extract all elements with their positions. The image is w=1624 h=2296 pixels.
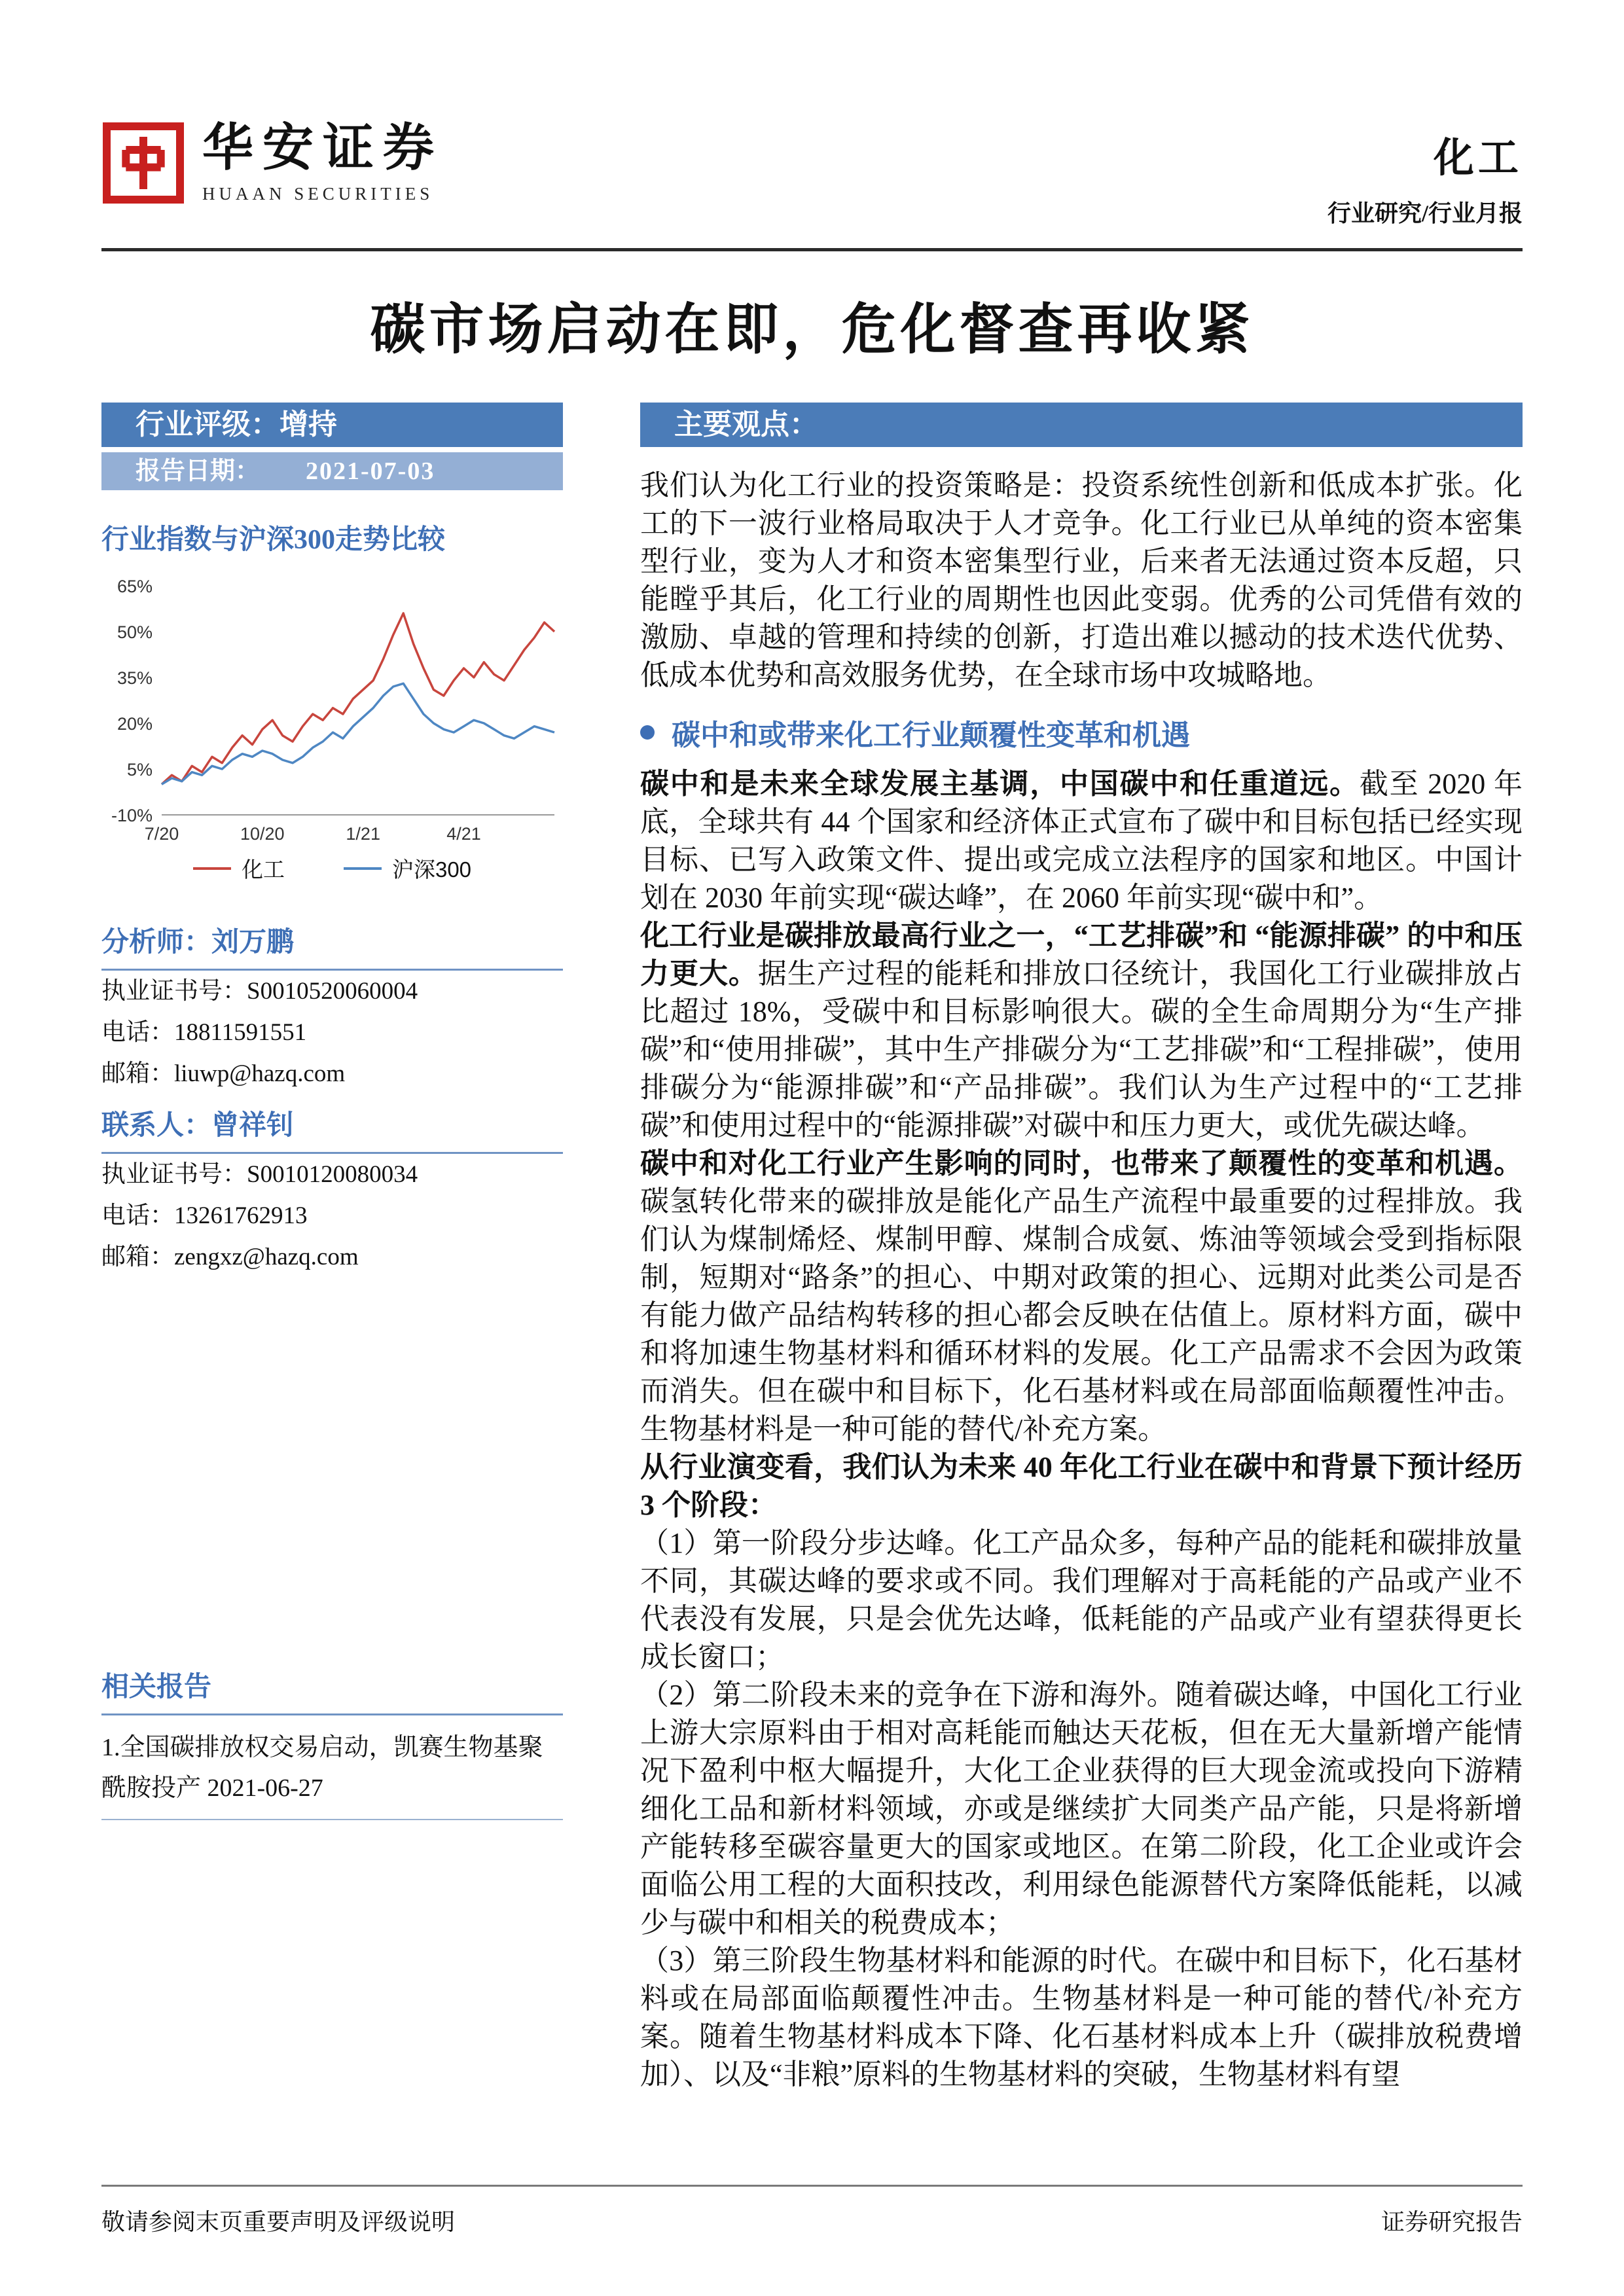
brand: [101, 121, 443, 205]
bullet-dot-icon: [640, 725, 655, 740]
legend-label: 沪深300: [391, 857, 472, 882]
main-paragraph-5: [640, 1448, 1523, 1524]
report-date-bar: [101, 452, 563, 490]
main-paragraph-1: 我们认为化工行业的投资策略是：投资系统性创新和低成本扩张。化工的下一波行业格局取决于人才竞争。化工行业已从单纯的资本密集型行业，变为人才和资本密集型行业，后来者无法通过资本反超，只能瞠乎其后，化工行业的周期性也因此变弱。优秀的公司凭借有效的激励、卓越的管理和持续的创新，打造出难以撼动的技术迭代优势、低成本优势和高效服务优势，在全球市场中攻城略地。: [640, 469, 1523, 691]
footer-disclaimer: 敬请参阅末页重要声明及评级说明: [101, 2209, 456, 2235]
contact-phone: 电话：13261762913: [101, 1202, 308, 1229]
legend-line-red-icon: [193, 867, 231, 870]
analyst-heading: 分析师：刘万鹏: [101, 920, 563, 971]
legend-line-blue-icon: [344, 867, 382, 870]
svg-text:50%: 50%: [117, 622, 153, 642]
svg-text:7/20: 7/20: [144, 824, 179, 844]
analyst-license: 执业证书号：S0010520060004: [101, 978, 418, 1005]
analyst-email: 邮箱：liuwp@hazq.com: [101, 1060, 346, 1087]
sidebar: [101, 403, 563, 1820]
svg-text:4/21: 4/21: [446, 824, 481, 844]
related-heading: 相关报告: [101, 1665, 563, 1715]
contact-heading: 联系人：曾祥钊: [101, 1103, 563, 1154]
bullet-heading: [640, 711, 1523, 753]
report-date-label: 报告日期：: [135, 457, 261, 485]
paragraph-lead: 碳中和是未来全球发展主基调，中国碳中和任重道远。: [640, 768, 1360, 800]
svg-text:35%: 35%: [117, 668, 153, 688]
main-paragraph-4: 碳中和对化工行业产生影响的同时，也带来了颠覆性的变革和机遇。碳氢转化带来的碳排放是能化产品生产流程中最重要的过程排放。我们认为煤制烯烃、煤制甲醇、煤制合成氨、炼油等领域会受到指标限制，短期对“路条”的担心、中期对政策的担心、远期对此类公司是否有能力做产品结构转移的担心都会反映在估值上。原材料方面，碳中和将加速生物基材料和循环材料的发展。化工产品需求不会因为政策而消失。但在碳中和目标下，化石基材料或在局部面临颠覆性冲击。生物基材料是一种可能的替代/补充方案。: [640, 1147, 1523, 1445]
report-type-label: 行业研究/行业月报: [1327, 200, 1523, 226]
rating-bar: 行业评级：增持: [101, 403, 563, 447]
main-paragraph-3: 化工行业是碳排放最高行业之一，“工艺排碳”和 “能源排碳” 的中和压力更大。据生产过程的能耗和排放口径统计，我国化工行业碳排放占比超过 18%，受碳中和目标影响很大。碳的全生命周期分为“生产排碳”和“使用排碳”，其中生产排碳分为“工艺排碳”和“工程排碳”，使用排碳分为“能源排碳”和“产品排碳”。我们认为生产过程中的“工艺排碳”和使用过程中的“能源排碳”对碳中和压力更大，或优先碳达峰。: [640, 920, 1523, 1141]
analyst-block: [101, 920, 563, 1278]
analyst-phone: 电话：18811591551: [101, 1019, 307, 1046]
paragraph-lead: 从行业演变看，我们认为未来 40 年化工行业在碳中和背景下预计经历 3 个阶段：: [640, 1451, 1523, 1521]
brand-name-en: HUAAN SECURITIES: [202, 183, 434, 204]
bullet-heading-text: 碳中和或带来化工行业颠覆性变革和机遇: [672, 719, 1190, 751]
paragraph-lead: 化工行业是碳排放最高行业之一，“工艺排碳”和 “能源排碳” 的中和压力更大。: [640, 920, 1523, 990]
svg-text:65%: 65%: [117, 577, 153, 596]
related-reports: [101, 1665, 563, 1820]
contact-email: 邮箱：zengxz@hazq.com: [101, 1244, 359, 1270]
contact-license: 执业证书号：S0010120080034: [101, 1161, 418, 1188]
huaan-logo-icon: [101, 121, 185, 205]
trend-chart: [101, 574, 563, 884]
svg-text:1/21: 1/21: [346, 824, 380, 844]
main-paragraph-6: （1）第一阶段分步达峰。化工产品众多，每种产品的能耗和碳排放量不同，其碳达峰的要求或不同。我们理解对于高耗能的产品或产业不代表没有发展，只是会优先达峰，低耗能的产品或产业有望获得更长成长窗口；: [640, 1527, 1523, 1673]
related-report-item: 1.全国碳排放权交易启动，凯赛生物基聚酰胺投产 2021-06-27: [101, 1727, 563, 1820]
main-heading-bar: 主要观点：: [640, 403, 1523, 447]
legend-item-chemical: [193, 853, 285, 884]
page-title: 碳市场启动在即，危化督查再收紧: [370, 300, 1254, 361]
main-column: [640, 403, 1523, 2094]
svg-text:10/20: 10/20: [240, 824, 285, 844]
industry-label: 化工: [1433, 136, 1523, 181]
page-footer: [101, 2185, 1523, 2237]
header-divider: [101, 248, 1523, 251]
chart-title: 行业指数与沪深300走势比较: [101, 525, 446, 555]
svg-text:-10%: -10%: [111, 806, 153, 825]
brand-text: [202, 121, 443, 204]
brand-name-cn: 华安证券: [202, 119, 444, 176]
svg-text:5%: 5%: [126, 760, 153, 780]
page-header: [0, 0, 1624, 228]
header-right: [1327, 121, 1523, 228]
report-date-value: 2021-07-03: [306, 457, 435, 485]
svg-text:20%: 20%: [117, 714, 153, 734]
main-paragraph-2: 碳中和是未来全球发展主基调，中国碳中和任重道远。截至 2020 年底，全球共有 44 个国家和经济体正式宣布了碳中和目标包括已经实现目标、已写入政策文件、提出或完成立法程序的国家和地区。中国计划在 2030 年前实现“碳达峰”，在 2060 年前实现“碳中和”。: [640, 768, 1523, 914]
footer-report-type: 证券研究报告: [1380, 2209, 1523, 2235]
chart-legend: [101, 853, 563, 884]
content: [0, 403, 1624, 2094]
paragraph-lead: 碳中和对化工行业产生影响的同时，也带来了颠覆性的变革和机遇。: [640, 1147, 1523, 1179]
main-paragraph-8: （3）第三阶段生物基材料和能源的时代。在碳中和目标下，化石基材料或在局部面临颠覆性冲击。生物基材料是一种可能的替代/补充方案。随着生物基材料成本下降、化石基材料成本上升（碳排放税费增加）、以及“非粮”原料的生物基材料的突破，生物基材料有望: [640, 1945, 1523, 2090]
line-chart: [101, 574, 563, 846]
legend-label: 化工: [241, 857, 285, 882]
legend-item-hs300: [344, 853, 471, 884]
main-paragraph-7: （2）第二阶段未来的竞争在下游和海外。随着碳达峰，中国化工行业上游大宗原料由于相对高耗能而触达天花板，但在无大量新增产能情况下盈利中枢大幅提升，大化工企业获得的巨大现金流或投向下游精细化工品和新材料领域，亦或是继续扩大同类产品产能，只是将新增产能转移至碳容量更大的国家或地区。在第二阶段，化工企业或许会面临公用工程的大面积技改，利用绿色能源替代方案降低能耗，以减少与碳中和相关的税费成本；: [640, 1679, 1523, 1939]
